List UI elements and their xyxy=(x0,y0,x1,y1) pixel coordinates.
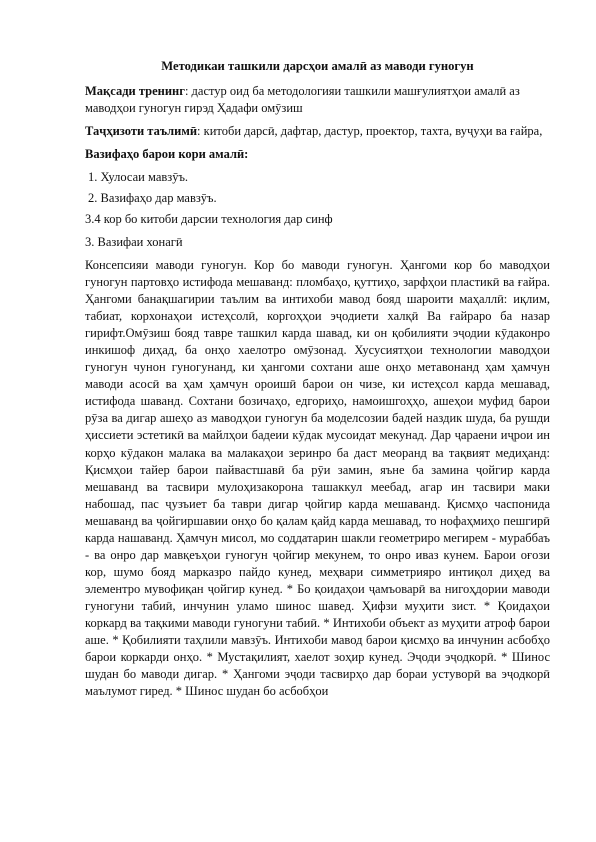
equipment-paragraph xyxy=(85,123,550,140)
section-3-4-line: 3.4 кор бо китоби дарсии технология дар синф xyxy=(85,212,333,226)
task-item-1: 1. Хулосаи мавзӯъ. xyxy=(88,170,189,184)
training-goal-label: Мақсади тренинг xyxy=(85,84,185,98)
tasks-heading: Вазифаҳо барои кори амалӣ: xyxy=(85,147,249,161)
section-3-line: 3. Вазифаи хонагӣ xyxy=(85,235,183,249)
equipment-text: : китоби дарсӣ, дафтар, дастур, проектор, тахта, вуҷуҳи ва ғайра, xyxy=(197,124,543,138)
body-paragraph: Консепсияи маводи гуногун. Кор бо маводи гуногун. Ҳангоми кор бо маводҳои гуногун партовҳо истифода мешаванд: пломбаҳо, қуттиҳо, зарфҳои пластикӣ ва ғайра. Ҳангоми банақшагирии таълим ва интихоби мавод бояд шароити маҳаллӣ: иқлим, табиат, корхонаҳои истеҳсолӣ, коргоҳҳои эҷодиети халқӣ Ва ғайраро ба назар гирифт.Омӯзиш бояд тавре ташкил карда шавад, ки он қобилияти эҷодии кӯдаконро инкишоф диҳад, ба онҳо хаелотро омӯзонад. Хусусиятҳои технологии маводҳои гуногун чунон гуногунанд, ки ҳангоми сохтани аше онҳо метавонанд ҳам ҳамчун маводи асосӣ ва ҳам ҳамчун ороишӣ барои он чизе, ки истеҳсол карда мешавад, истифода шаванд. Сохтани бозичаҳо, едгориҳо, намоишгоҳҳо, ашеҳои муфид барои рӯза ва дигар ашеҳо аз маводҳои гуногун ба моделсозии бадей наздик шуда, ба рушди ҳиссиети эстетикӣ ва майлҳои бадеии кӯдак мусоидат мекунад. Дар ҷараени иҷрои ин корҳо кӯдакон малака ва малакаҳои зеринро ба даст меоранд ва тақвият медиҳанд: Қисмҳои тайер барои пайвастшавӣ ба рӯи замин, яъне ба замина ҷойгир карда мешаванд ва тасвири мулоҳизакорона ташаккул меебад, агар ин тасвири маки набошад, пас ҷузъиет ба таври дигар ҷойгир карда мешаванд. Қисмҳо часпонида мешаванд ва ҷойгиршавии онҳо бо қалам қайд карда мешавад, то нофаҳмиҳо пешгирӣ карда нашаванд. Ҳамчун мисол, мо соддатарин шакли геометриро мегирем - мураббаъ - ва онро дар мавқеъҳои гуногун ҷойгир мекунем, то онро иваз кунем. Барои оғози кор, шумо бояд марказро пайдо кунед, меҳвари симметрияро интиқол диҳед ва элементро мувофиқан ҷойгир кунед. * Бо қоидаҳои ҷамъоварӣ ва нигоҳдории маводи гуногуни табиӣ, инчунин уламо шинос шавед. Ҳифзи муҳити зист. * Қоидаҳои коркард ва тақкими маводи гуногуни табиӣ. * Интихоби объект аз муҳити атроф барои аше. * Қобилияти таҳлили мавзӯъ. Интихоби мавод барои қисмҳо ва инчунин асбобҳо барои коркарди онҳо. * Мустақилият, хаелот зоҳир кунед. Эҷоди эҷодкорӣ. * Шинос шудан бо маводи дигар. * Ҳангоми эҷоди тасвирҳо дар бораи устуворӣ ва эҷодкорӣ маълумот гиред. * Шинос шудан бо асбобҳои xyxy=(85,258,550,699)
equipment-label: Таҷҳизоти таълимӣ xyxy=(85,124,198,138)
training-goal-paragraph xyxy=(85,83,550,117)
document-title: Методикаи ташкили дарсҳои амалӣ аз маводи гуногун xyxy=(161,59,474,73)
task-item-2: 2. Вазифаҳо дар мавзӯъ. xyxy=(88,191,217,205)
training-goal-text: : дастур оид ба методологияи ташкили машғулиятҳои амалӣ аз маводҳои гуногун гирэд Ҳадафи омӯзиш xyxy=(85,84,520,115)
